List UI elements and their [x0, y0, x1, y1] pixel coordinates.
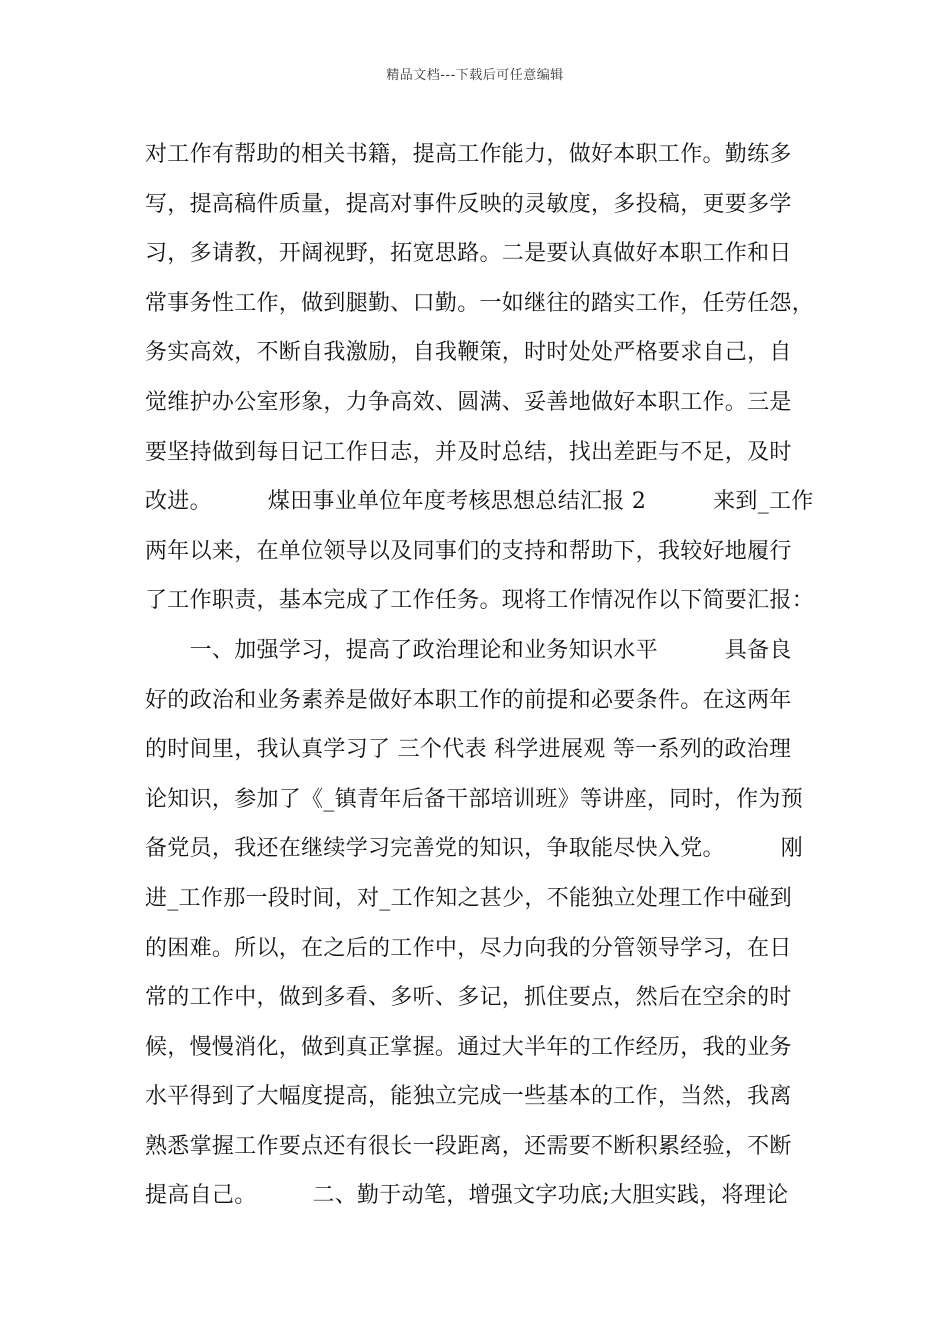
text-line: 写，提高稿件质量，提高对事件反映的灵敏度，多投稿，更要多学: [145, 191, 792, 217]
text-line: 一、加强学习，提高了政治理论和业务知识水平 具备良: [145, 637, 792, 663]
text-line: 习，多请教，开阔视野，拓宽思路。二是要认真做好本职工作和日: [145, 241, 792, 267]
text-line: 的时间里，我认真学习了 三个代表 科学进展观 等一系列的政治理: [145, 737, 792, 763]
text-line: 常的工作中，做到多看、多听、多记，抓住要点，然后在空余的时: [145, 985, 792, 1011]
text-line: 改进。 煤田事业单位年度考核思想总结汇报 2 来到_工作: [145, 489, 814, 515]
text-line: 好的政治和业务素养是做好本职工作的前提和必要条件。在这两年: [145, 687, 792, 713]
text-line: 的困难。所以，在之后的工作中，尽力向我的分管领导学习，在日: [145, 935, 792, 961]
text-line: 觉维护办公室形象，力争高效、圆满、妥善地做好本职工作。三是: [145, 389, 792, 415]
text-line: 了工作职责，基本完成了工作任务。现将工作情况作以下简要汇报：: [145, 588, 815, 614]
text-line: 对工作有帮助的相关书籍，提高工作能力，做好本职工作。勤练多: [145, 142, 792, 167]
text-line: 两年以来，在单位领导以及同事们的支持和帮助下，我较好地履行: [145, 538, 792, 564]
text-line: 提高自己。 二、勤于动笔，增强文字功底;大胆实践，将理论: [145, 1183, 789, 1209]
text-line: 水平得到了大幅度提高，能独立完成一些基本的工作，当然，我离: [145, 1084, 792, 1110]
text-line: 熟悉掌握工作要点还有很长一段距离，还需要不断积累经验，不断: [145, 1133, 792, 1159]
text-line: 常事务性工作，做到腿勤、口勤。一如继往的踏实工作，任劳任怨，: [145, 290, 815, 316]
text-line: 论知识，参加了《_镇青年后备干部培训班》等讲座，同时，作为预: [145, 786, 804, 812]
text-line: 候，慢慢消化，做到真正掌握。通过大半年的工作经历，我的业务: [145, 1034, 792, 1060]
text-line: 要坚持做到每日记工作日志，并及时总结，找出差距与不足，及时: [145, 439, 792, 465]
text-line: 备党员，我还在继续学习完善党的知识，争取能尽快入党。 刚: [145, 836, 804, 862]
document-body: [145, 130, 835, 1221]
text-line: 进_工作那一段时间，对_工作知之甚少，不能独立处理工作中碰到: [145, 885, 793, 911]
text-line: 务实高效，不断自我激励，自我鞭策，时时处处严格要求自己，自: [145, 340, 792, 366]
page-header: 精品文档---下载后可任意编辑: [386, 68, 564, 83]
